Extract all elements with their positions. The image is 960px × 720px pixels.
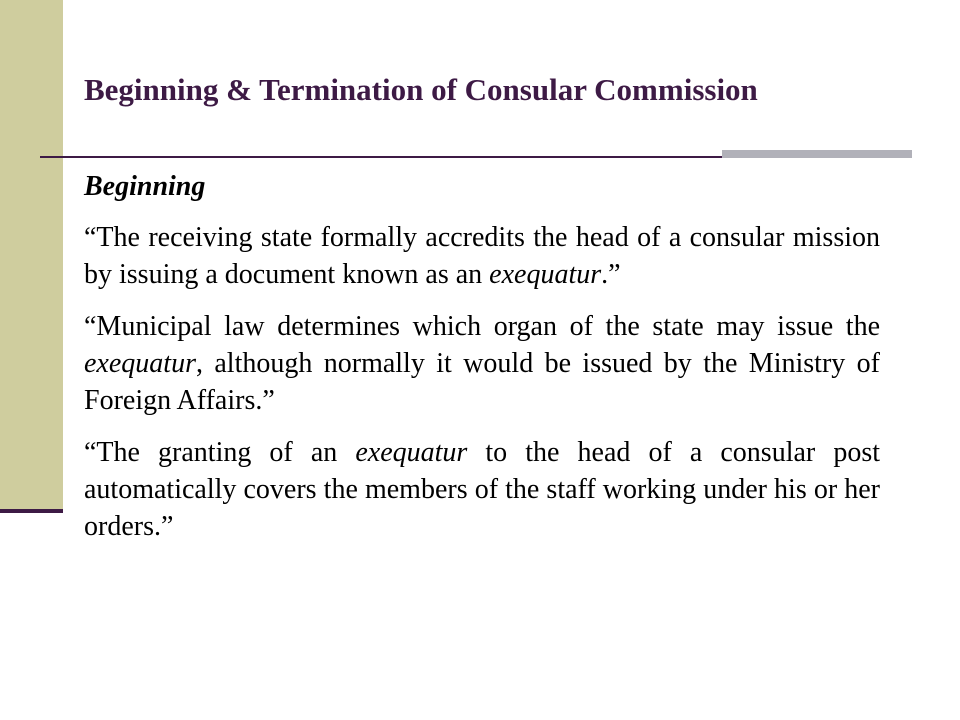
paragraph-2-term: exequatur	[84, 348, 196, 379]
paragraph-2-text-2: , although normally it would be issued by the Ministry of Foreign Affairs.”	[84, 348, 880, 416]
decorative-side-bar	[0, 0, 63, 510]
section-heading: Beginning	[84, 171, 206, 202]
paragraph-2	[84, 308, 880, 419]
paragraph-3-term: exequatur	[355, 437, 468, 468]
paragraph-1-term: exequatur	[489, 259, 602, 290]
slide-body	[84, 168, 880, 560]
slide-title: Beginning & Termination of Consular Commission	[84, 72, 758, 107]
paragraph-1	[84, 219, 880, 293]
paragraph-3	[84, 434, 880, 545]
paragraph-3-text-1: “The granting of an	[84, 437, 356, 468]
title-divider-accent	[722, 150, 912, 158]
paragraph-3-text-2: to the head of a consular post automatically covers the members of the staff working under his or her orders.”	[84, 437, 880, 542]
decorative-side-tick	[0, 509, 63, 513]
paragraph-2-text-1: “Municipal law determines which organ of the state may issue the	[84, 311, 880, 342]
paragraph-1-text-2: .”	[601, 259, 621, 290]
paragraph-1-text-1: “The receiving state formally accredits the head of a consular mission by issuing a document known as an	[84, 222, 880, 290]
